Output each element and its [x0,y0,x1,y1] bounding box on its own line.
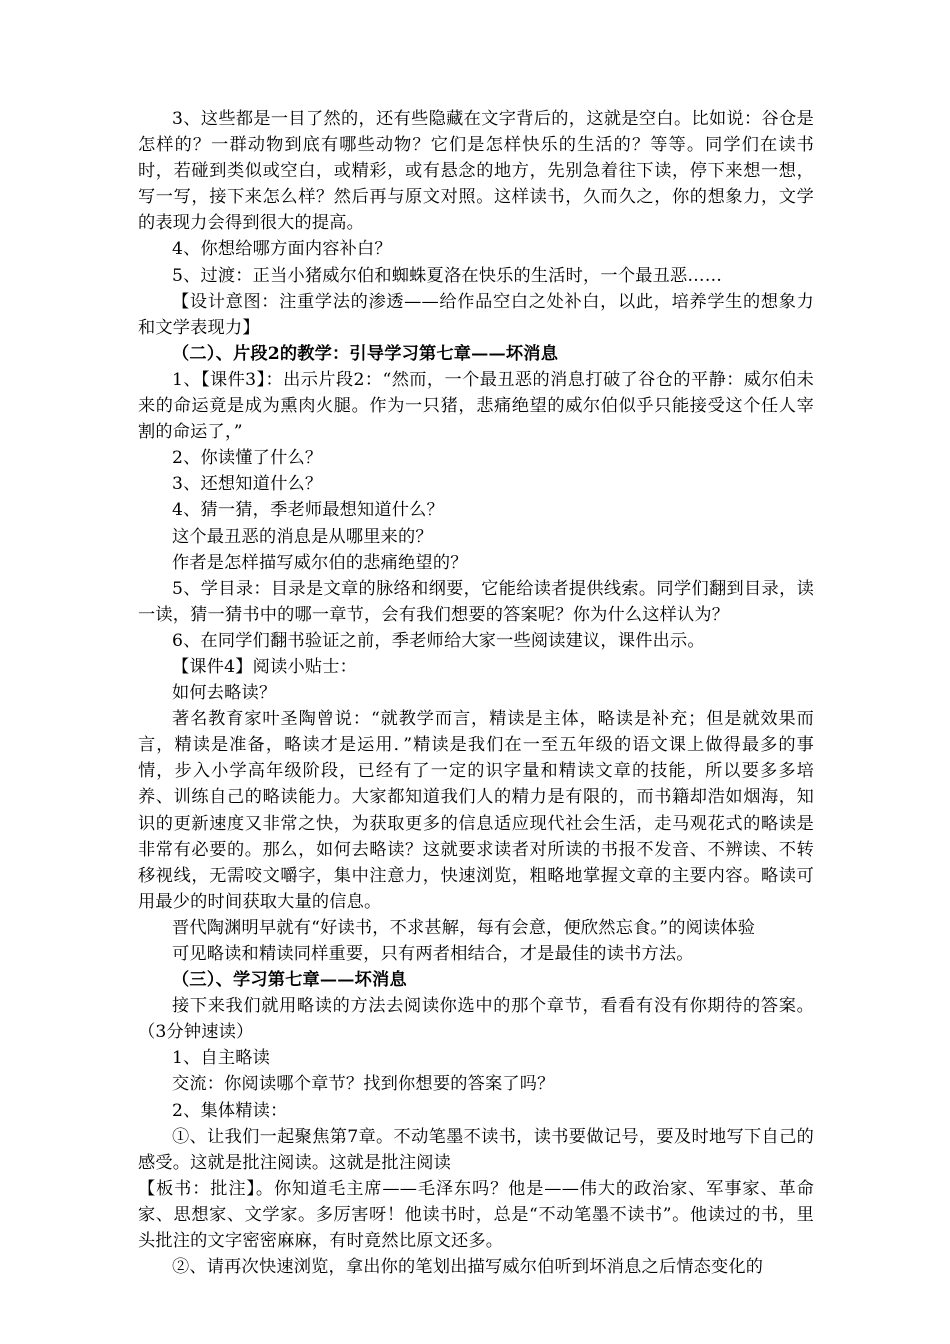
paragraph-ye-shengtao-quote: 著名教育家叶圣陶曾说：“就教学而言，精读是主体，略读是补充；但是就效果而言，精读是准备，略读才是运用．”精读是我们在一至五年级的语文课上做得最多的事情，步入小学高年级阶段，已经有了一定的识字量和精读文章的技能，所以要多多培养、训练自己的略读能力。大家都知道我们人的精力是有限的，而书籍却浩如烟海，知识的更新速度又非常之快，为获取更多的信息适应现代社会生活，走马观花式的略读是非常有必要的。那么，如何去略读？这就要求读者对所读的书报不发音、不辨读、不转移视线，无需咬文嚼字，集中注意力，快速浏览，粗略地掌握文章的主要内容。略读可用最少的时间获取大量的信息。 [138,709,814,912]
paragraph-blank-space: 3、这些都是一目了然的，还有些隐藏在文字背后的，这就是空白。比如说：谷仓是怎样的？一群动物到底有哪些动物？它们是怎样快乐的生活的？等等。同学们在读书时，若碰到类似或空白，或精彩，或有悬念的地方，先别急着往下读，停下来想一想，写一写，接下来怎么样？然后再与原文对照。这样读书，久而久之，你的想象力，文学的表现力会得到很大的提高。 [138,109,814,234]
paragraph-design-intent: 【设计意图：注重学法的渗透——给作品空白之处补白，以此，培养学生的想象力和文学表现力】 [138,291,814,338]
paragraph-group-reading: 2、集体精读： [172,1100,288,1121]
paragraph-table-of-contents: 5、学目录：目录是文章的脉络和纲要，它能给读者提供线索。同学们翻到目录，读一读，猜一猜书中的哪一章节，会有我们想要的答案呢？你为什么这样认为？ [138,578,814,625]
document-body [138,106,814,1280]
paragraph-blackboard-annotation: 【板书：批注】。你知道毛主席——毛泽东吗？他是——伟大的政治家、军事家、革命家、思想家、文学家。多厉害呀！他读书时，总是“不动笔墨不读书”。他读过的书，里头批注的文字密密麻麻，有时竟然比原文还多。 [138,1178,814,1252]
paragraph-reading-advice: 6、在同学们翻书验证之前，季老师给大家一些阅读建议，课件出示。 [172,630,705,651]
paragraph-self-skim: 1、自主略读 [172,1048,271,1069]
paragraph-question-guess: 4、猜一猜，季老师最想知道什么？ [172,500,444,521]
paragraph-courseware-3: 1、【课件3】：出示片段2：“然而，一个最丑恶的消息打破了谷仓的平静：威尔伯未来的命运竟是成为熏肉火腿。作为一只猪，悲痛绝望的威尔伯似乎只能接受这个任人宰割的命运了，” [138,369,814,443]
paragraph-question-author: 作者是怎样描写威尔伯的悲痛绝望的？ [172,552,468,573]
paragraph-chapter-7-focus: ①、让我们一起聚焦第7章。不动笔墨不读书，读书要做记号，要及时地写下自己的感受。这就是批注阅读。这就是批注阅读 [138,1126,814,1173]
paragraph-speed-reading: 接下来我们就用略读的方法去阅读你选中的那个章节，看看有没有你期待的答案。（3分钟速读） [138,996,814,1043]
paragraph-browse-again: ②、请再次快速浏览，拿出你的笔划出描写威尔伯听到坏消息之后情态变化的 [172,1257,764,1278]
section-heading-3: （三）、学习第七章——坏消息 [172,970,407,991]
paragraph-question-understood: 2、你读懂了什么？ [172,448,323,469]
paragraph-transition: 5、过渡：正当小猪威尔伯和蜘蛛夏洛在快乐的生活时，一个最丑恶…… [172,265,723,286]
paragraph-tao-yuanming: 晋代陶渊明早就有“好读书，不求甚解，每有会意，便欣然忘食。”的阅读体验 [172,917,756,938]
paragraph-skim-and-intensive: 可见略读和精读同样重要，只有两者相结合，才是最佳的读书方法。 [172,944,694,964]
paragraph-question-know: 3、还想知道什么？ [172,474,323,495]
paragraph-courseware-4: 【课件4】阅读小贴士： [172,656,358,677]
section-heading-2: （二）、片段2的教学：引导学习第七章——坏消息 [172,343,559,364]
paragraph-question-4: 4、你想给哪方面内容补白？ [172,239,392,260]
paragraph-discussion: 交流：你阅读哪个章节？找到你想要的答案了吗？ [172,1074,555,1095]
paragraph-how-to-skim: 如何去略读？ [172,683,277,704]
paragraph-question-source: 这个最丑恶的消息是从哪里来的？ [172,526,433,547]
